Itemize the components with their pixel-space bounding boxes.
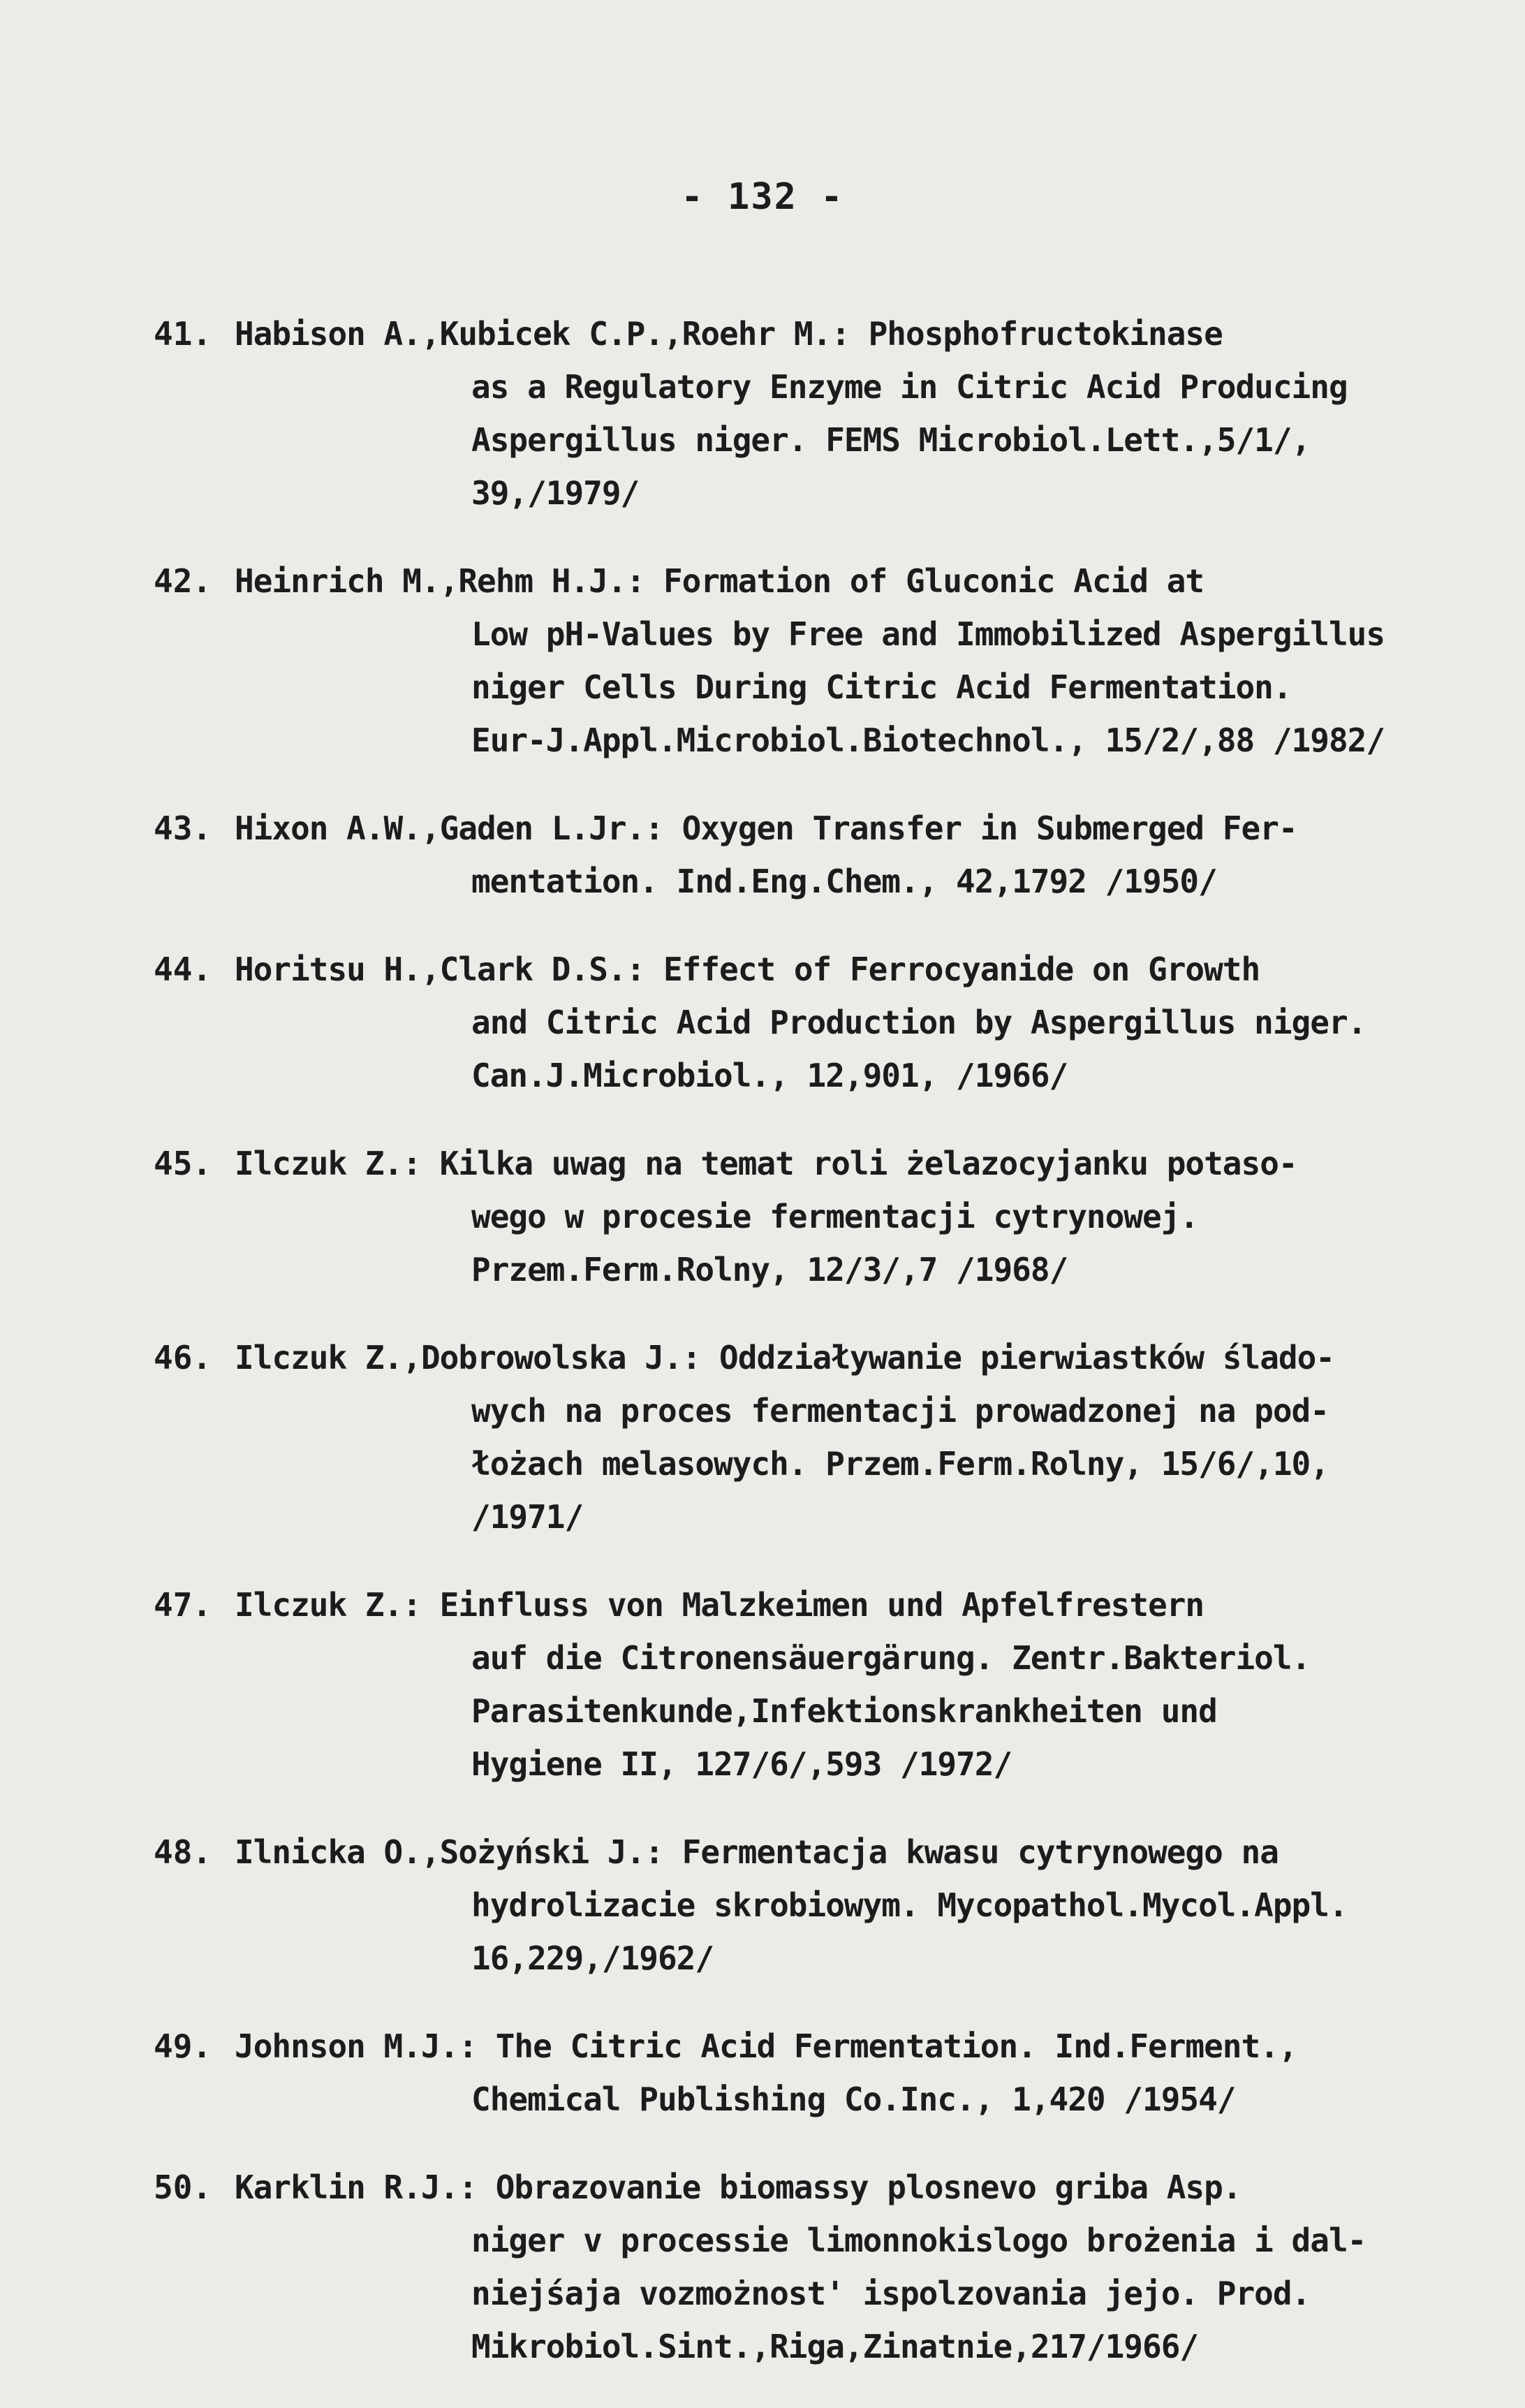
- reference-line: niger v processie limonnokislogo brożenia i dal-: [471, 2222, 1366, 2259]
- reference-line: Hixon A.W.,Gaden L.Jr.: Oxygen Transfer in Submerged Fer-: [235, 809, 1297, 847]
- reference-text: [154, 802, 1522, 908]
- reference-line: niejśaja vozmożnost' ispolzovania jejo. Prod.: [471, 2275, 1311, 2312]
- reference-number: 47.: [154, 1586, 212, 1624]
- reference-item: [154, 802, 1522, 908]
- reference-item: [154, 1578, 1522, 1791]
- reference-line: Low pH-Values by Free and Immobilized Aspergillus: [471, 615, 1385, 653]
- reference-line: hydrolizacie skrobiowym. Mycopathol.Mycol.Appl.: [471, 1886, 1348, 1924]
- reference-number: 46.: [154, 1339, 212, 1376]
- reference-item: [154, 2161, 1522, 2373]
- reference-item: [154, 307, 1522, 520]
- reference-line: auf die Citronensäuergärung. Zentr.Bakteriol.: [471, 1639, 1311, 1677]
- reference-line: Ilnicka O.,Sożyński J.: Fermentacja kwasu cytrynowego na: [235, 1833, 1279, 1871]
- reference-text: [154, 1137, 1522, 1296]
- reference-line: Parasitenkunde,Infektionskrankheiten und: [471, 1692, 1217, 1730]
- reference-line: Hygiene II, 127/6/,593 /1972/: [471, 1745, 1012, 1783]
- reference-number: 42.: [154, 562, 212, 600]
- reference-line: Ilczuk Z.,Dobrowolska J.: Oddziaływanie pierwiastków ślado-: [235, 1339, 1334, 1376]
- reference-line: 39,/1979/: [471, 474, 640, 512]
- reference-line: Aspergillus niger. FEMS Microbiol.Lett.,5/1/,: [471, 421, 1311, 459]
- reference-item: [154, 1137, 1522, 1296]
- reference-number: 50.: [154, 2168, 212, 2206]
- reference-line: Johnson M.J.: The Citric Acid Fermentation. Ind.Ferment.,: [235, 2027, 1297, 2065]
- reference-line: as a Regulatory Enzyme in Citric Acid Producing: [471, 368, 1348, 406]
- reference-line: mentation. Ind.Eng.Chem., 42,1792 /1950/: [471, 862, 1217, 900]
- reference-number: 49.: [154, 2027, 212, 2065]
- reference-number: 44.: [154, 950, 212, 988]
- reference-line: Horitsu H.,Clark D.S.: Effect of Ferrocyanide on Growth: [235, 950, 1260, 988]
- reference-item: [154, 1826, 1522, 1985]
- reference-line: wego w procesie fermentacji cytrynowej.: [471, 1198, 1199, 1235]
- reference-line: Can.J.Microbiol., 12,901, /1966/: [471, 1057, 1068, 1094]
- reference-text: [154, 2020, 1522, 2126]
- reference-line: Chemical Publishing Co.Inc., 1,420 /1954/: [471, 2080, 1236, 2118]
- reference-number: 45.: [154, 1145, 212, 1182]
- reference-line: Habison A.,Kubicek C.P.,Roehr M.: Phosphofructokinase: [235, 315, 1223, 353]
- reference-text: [154, 2161, 1522, 2373]
- page-number: - 132 -: [681, 176, 844, 218]
- reference-number: 41.: [154, 315, 212, 353]
- reference-text: [154, 1331, 1522, 1543]
- reference-item: [154, 2020, 1522, 2126]
- reference-text: [154, 555, 1522, 767]
- reference-line: wych na proces fermentacji prowadzonej na pod-: [471, 1392, 1329, 1430]
- reference-line: Ilczuk Z.: Einfluss von Malzkeimen und Apfelfrestern: [235, 1586, 1204, 1624]
- reference-line: Przem.Ferm.Rolny, 12/3/,7 /1968/: [471, 1251, 1068, 1289]
- reference-line: /1971/: [471, 1498, 584, 1536]
- reference-list: [154, 307, 1522, 2408]
- reference-line: Heinrich M.,Rehm H.J.: Formation of Gluconic Acid at: [235, 562, 1204, 600]
- reference-line: niger Cells During Citric Acid Fermentation.: [471, 668, 1292, 706]
- reference-text: [154, 1826, 1522, 1985]
- reference-text: [154, 1578, 1522, 1791]
- reference-item: [154, 1331, 1522, 1543]
- reference-item: [154, 943, 1522, 1102]
- reference-number: 43.: [154, 809, 212, 847]
- reference-line: Karklin R.J.: Obrazovanie biomassy plosnevo griba Asp.: [235, 2168, 1242, 2206]
- reference-line: 16,229,/1962/: [471, 1939, 714, 1977]
- reference-text: [154, 943, 1522, 1102]
- reference-item: [154, 555, 1522, 767]
- reference-line: łożach melasowych. Przem.Ferm.Rolny, 15/6/,10,: [471, 1445, 1329, 1483]
- reference-line: Eur-J.Appl.Microbiol.Biotechnol., 15/2/,88 /1982/: [471, 721, 1385, 759]
- reference-line: and Citric Acid Production by Aspergillus niger.: [471, 1004, 1366, 1041]
- reference-text: [154, 307, 1522, 520]
- reference-line: Ilczuk Z.: Kilka uwag na temat roli żelazocyjanku potaso-: [235, 1145, 1297, 1182]
- reference-number: 48.: [154, 1833, 212, 1871]
- reference-line: Mikrobiol.Sint.,Riga,Zinatnie,217/1966/: [471, 2328, 1199, 2365]
